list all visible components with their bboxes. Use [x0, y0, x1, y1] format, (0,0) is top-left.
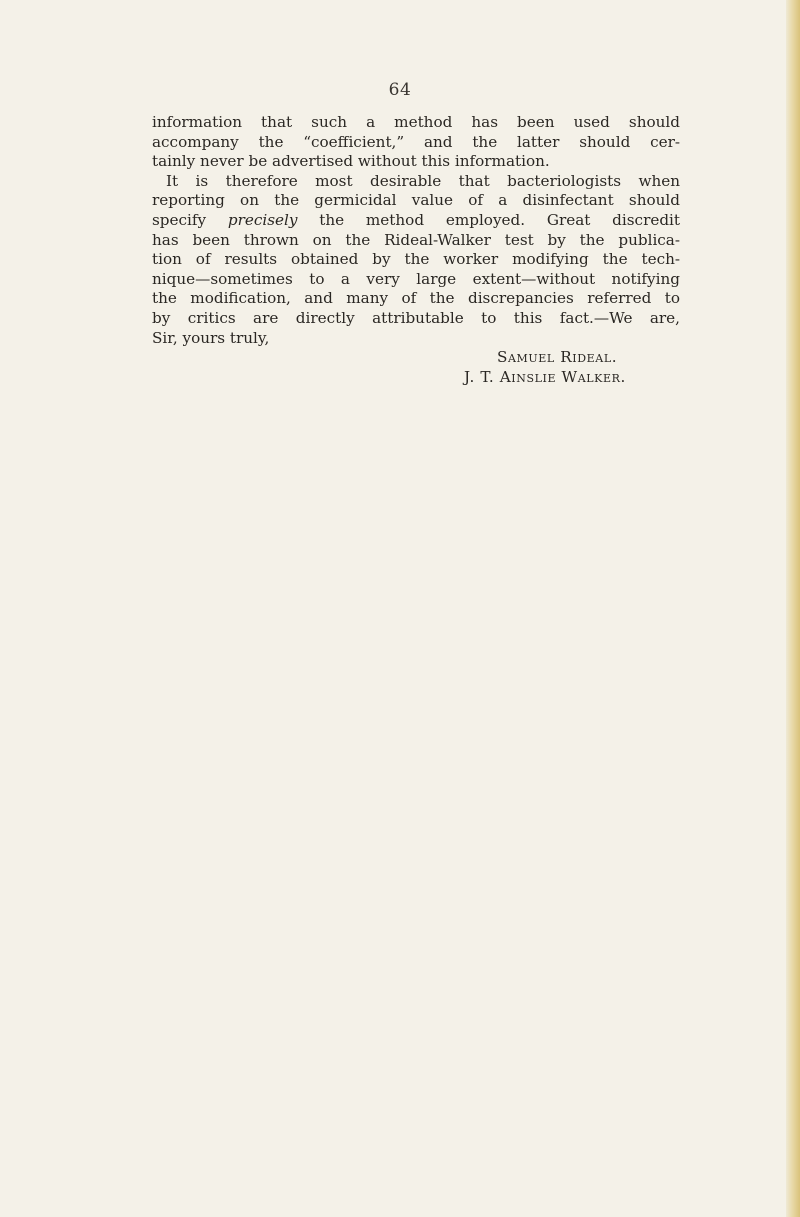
text-line: information that such a method has been used should [152, 113, 680, 131]
text-line: nique—sometimes to a very large extent—without notifying [152, 269, 680, 288]
text-segment: specify [152, 210, 228, 229]
text-line: tion of results obtained by the worker modifying the tech- [152, 250, 680, 269]
text-line: the modification, and many of the discrepancies referred to [152, 289, 680, 308]
text-line: tainly never be advertised without this information. [152, 152, 550, 171]
page-number: 64 [388, 80, 412, 100]
text-line: Sir, yours truly, [152, 328, 270, 347]
signature-walker: J. T. Ainslie Walker. [464, 367, 626, 386]
text-line [152, 211, 680, 231]
text-line: has been thrown on the Rideal-Walker test by the publica- [152, 230, 680, 249]
text-line: accompany the “coefficient,” and the latter should cer- [152, 132, 680, 151]
page-edge-shadow [786, 0, 800, 1217]
text-line: by critics are directly attributable to this fact.—We are, [152, 308, 680, 327]
text-segment: the method employed. Great discredit [297, 210, 680, 229]
signature-rideal: Samuel Rideal. [497, 348, 618, 367]
emphasis-precisely: precisely [227, 210, 298, 229]
text-line: reporting on the germicidal value of a disinfectant should [152, 191, 680, 210]
paragraph-1 [152, 113, 680, 172]
signature-block [152, 348, 680, 387]
letter-body [152, 113, 680, 387]
paragraph-2 [152, 172, 680, 348]
text-line: It is therefore most desirable that bacteriologists when [166, 171, 680, 190]
